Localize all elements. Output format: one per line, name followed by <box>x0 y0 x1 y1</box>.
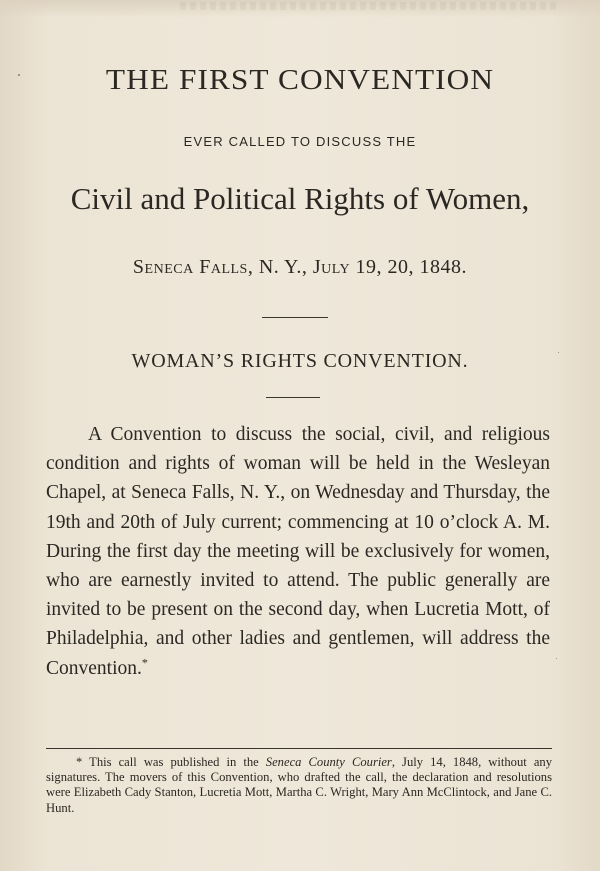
footnote-marker: * <box>76 755 83 769</box>
section-heading: WOMAN’S RIGHTS CONVENTION. <box>131 350 469 372</box>
footnote-reference: * <box>141 655 148 670</box>
body-text: A Convention to discuss the social, civil, and religious condition and rights of woman will be held in the Wesleyan Chapel, at Seneca Falls, N. Y., on Wednesday and Thursday, the 19th and 20th of July current; commencing at 10 o’clock A. M. During the first day the meeting will be exclusively for women, who are earnestly invited to attend. The public generally are invited to be present on the second day, when Lucretia Mott, of Philadelphia, and other ladies and gentlemen, will address the Convention. <box>46 424 550 679</box>
footnote-text-pre: This call was published in the <box>89 755 266 769</box>
footnote <box>46 755 552 816</box>
location-date-line: Seneca Falls, N. Y., July 19, 20, 1848. <box>132 256 468 278</box>
document-subtitle: EVER CALLED TO DISCUSS THE <box>183 134 417 149</box>
document-heading: Civil and Political Rights of Women, <box>70 181 530 216</box>
newspaper-name: Seneca County Courier <box>265 755 392 769</box>
document-title: THE FIRST CONVENTION <box>105 64 495 96</box>
body-paragraph <box>46 420 550 683</box>
bleed-through-text <box>180 2 560 10</box>
divider-rule <box>266 397 320 398</box>
footnote-text-post: , July 14, 1848, without any signatures. The movers of this Convention, who drafted the call, the declaration and resolutions were Elizabeth Cady Stanton, Lucretia Mott, Martha C. Wright, Mary Ann McClintock, and Jane C. Hunt. <box>46 755 553 815</box>
divider-rule <box>262 317 328 318</box>
paper-speck <box>556 658 557 659</box>
footnote-divider <box>46 748 552 749</box>
